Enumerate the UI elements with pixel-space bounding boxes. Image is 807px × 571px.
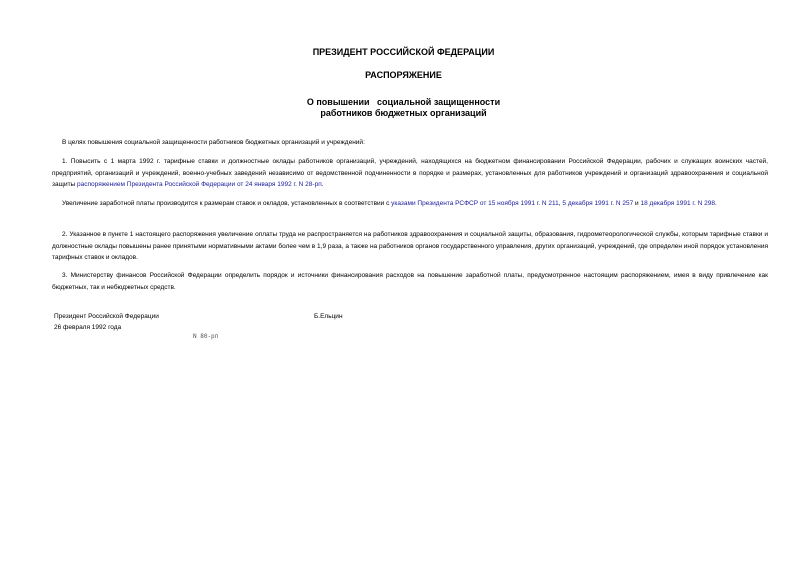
signatory-position: Президент Российской Федерации	[54, 313, 159, 320]
separator-comma: ,	[558, 200, 563, 207]
document-type-heading: РАСПОРЯЖЕНИЕ	[365, 70, 442, 80]
paragraph-salary-text: Увеличение заработной платы производится к размерам ставок и окладов, установленных в соответствии с	[62, 200, 392, 207]
paragraph-1-text: 1. Повысить с 1 марта 1992 г. тарифные ставки и должностные оклады работников организаций, учреждений, находящихся на бюджетном финансировании Российской Федерации, рабочих и служащих воинских частей, предприятий, организаций и учреждений, военно-учебных заведений независимо от ведомственной подчиненности в порядке и размерах, установленных для работников учреждений и организаций здравоохранения и социальной защиты	[52, 158, 768, 188]
paragraph-salary-end: .	[714, 200, 717, 207]
paragraph-3: 3. Министерству финансов Российской Федерации определить порядок и источники финансирования расходов на повышение заработной платы, предусмотренное настоящим распоряжением, имея в виду привлечение как бюджетных, так и небюджетных средств.	[52, 272, 768, 291]
document-title-line-1: О повышении социальной защищенности	[306, 97, 501, 107]
decree-211-link[interactable]: указами Президента РСФСР от 15 ноября 1991 г. N 211	[391, 200, 559, 207]
preamble-paragraph: В целях повышения социальной защищенности работников бюджетных организаций и учреждений:	[62, 139, 365, 146]
document-title-line-2: работников бюджетных организаций	[320, 108, 487, 118]
paragraph-1-end: .	[321, 181, 324, 188]
document-title	[0, 97, 807, 119]
paragraph-salary-increase	[52, 198, 768, 210]
paragraph-2: 2. Указанное в пункте 1 настоящего распоряжения увеличение оплаты труда не распространяется на работников здравоохранения и социальной защиты, образования, гидрометеорологической службы, которым тарифные ставки и должностные оклады повышены ранее принятыми нормативными актами более чем в 1,9 раза, а также на работников органов государственного управления, других организаций, учреждений, где определен иной порядок установления тарифных ставок и окладов.	[52, 231, 768, 261]
document-number: N 80-рп	[193, 333, 219, 340]
decree-28-rp-link[interactable]: распоряжением Президента Российской Федерации от 24 января 1992 г. N 28-рп	[77, 181, 322, 188]
signatory-name: Б.Ельцин	[314, 313, 343, 320]
signing-date: 26 февраля 1992 года	[54, 324, 122, 331]
separator-and: и	[633, 200, 641, 207]
decree-257-link[interactable]: 5 декабря 1991 г. N 257	[562, 200, 634, 207]
decree-298-link[interactable]: 18 декабря 1991 г. N 298	[640, 200, 715, 207]
paragraph-1	[52, 156, 768, 191]
issuer-heading: ПРЕЗИДЕНТ РОССИЙСКОЙ ФЕДЕРАЦИИ	[312, 47, 495, 57]
